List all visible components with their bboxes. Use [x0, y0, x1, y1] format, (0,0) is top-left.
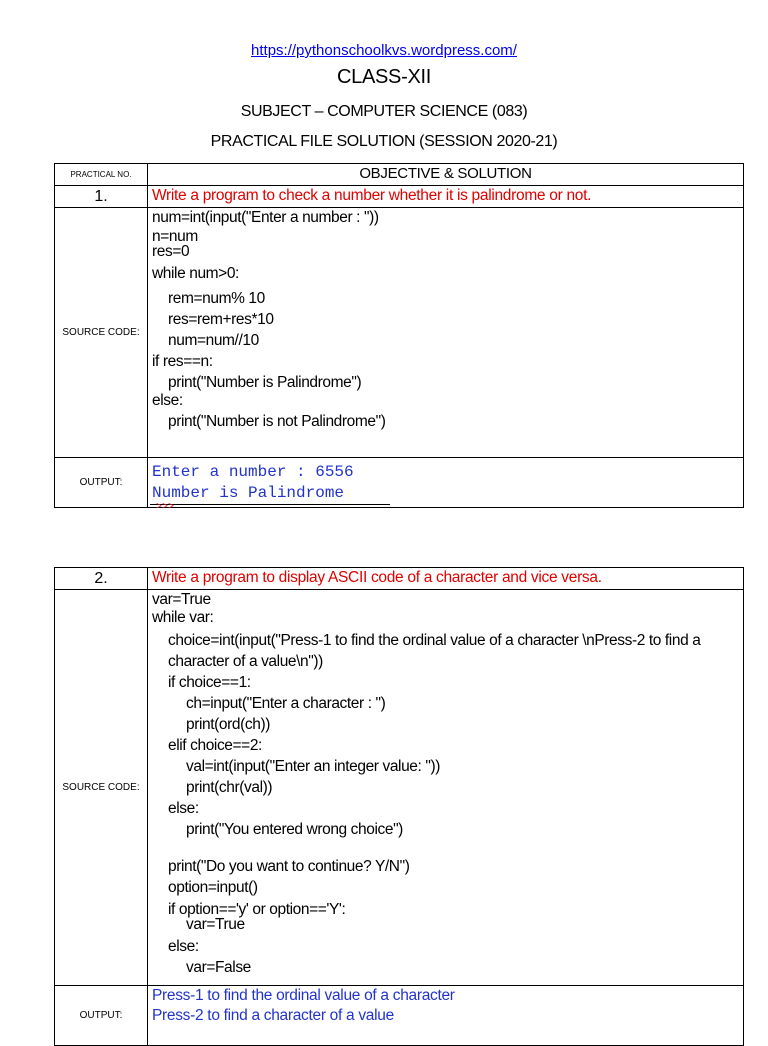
practical-table-2 — [54, 567, 744, 1046]
code-line: var=True — [186, 916, 245, 933]
output-line: Number is Palindrome — [152, 484, 345, 502]
subject-heading: SUBJECT – COMPUTER SCIENCE (083) — [240, 103, 528, 120]
code-line: print(ord(ch)) — [186, 716, 270, 733]
code-line: while num>0: — [152, 265, 239, 282]
code-line: while var: — [152, 609, 214, 626]
source-code-block — [148, 590, 744, 986]
code-line: print("You entered wrong choice") — [186, 821, 403, 838]
source-code-row — [55, 590, 744, 986]
class-title: CLASS-XII — [337, 66, 431, 88]
code-line: option=input() — [168, 879, 258, 896]
source-code-row — [55, 208, 744, 458]
output-row — [55, 458, 744, 508]
code-line: print("Number is Palindrome") — [168, 374, 362, 391]
output-console — [148, 458, 744, 508]
objective-solution-header: OBJECTIVE & SOLUTION — [148, 164, 744, 186]
code-line: val=int(input("Enter an integer value: ")) — [186, 758, 440, 775]
objective-row — [55, 568, 744, 590]
output-label: OUTPUT: — [55, 458, 148, 508]
code-line: print(chr(val)) — [186, 779, 273, 796]
code-line: else: — [168, 800, 199, 817]
console-prompt-cutoff — [150, 504, 390, 513]
code-line: res=0 — [152, 243, 190, 260]
website-link[interactable]: https://pythonschoolkvs.wordpress.com/ — [251, 42, 517, 59]
practical-number: 1. — [55, 186, 148, 208]
code-line: if option=='y' or option=='Y': — [168, 901, 346, 918]
objective-row — [55, 186, 744, 208]
code-line: print("Number is not Palindrome") — [168, 413, 386, 430]
practical-heading: PRACTICAL FILE SOLUTION (SESSION 2020-21) — [210, 133, 558, 150]
code-line: num=num//10 — [168, 332, 259, 349]
code-line: res=rem+res*10 — [168, 311, 274, 328]
output-line: Press-1 to find the ordinal value of a character — [152, 987, 455, 1004]
output-line: Press-2 to find a character of a value — [152, 1007, 394, 1024]
practical-table-1 — [54, 163, 744, 508]
code-line: n=num — [152, 228, 198, 245]
code-line: else: — [152, 392, 183, 409]
source-code-label: SOURCE CODE: — [55, 208, 148, 458]
source-code-label: SOURCE CODE: — [55, 590, 148, 986]
output-row — [55, 986, 744, 1046]
code-line: choice=int(input("Press-1 to find the ordinal value of a character \nPress-2 to find a character of a value\n")) — [168, 632, 701, 670]
source-code-block — [148, 208, 744, 458]
objective-text: Write a program to check a number whether it is palindrome or not. — [148, 186, 744, 208]
code-line: else: — [168, 938, 199, 955]
output-line: Enter a number : 6556 — [152, 463, 354, 481]
code-line: rem=num% 10 — [168, 290, 265, 307]
practical-no-header: PRACTICAL NO. — [55, 164, 148, 186]
output-console — [148, 986, 744, 1046]
code-line: print("Do you want to continue? Y/N") — [168, 858, 410, 875]
console-prompt: >>> — [156, 502, 175, 513]
code-line: num=int(input("Enter a number : ")) — [152, 209, 379, 226]
code-line: var=False — [186, 959, 251, 976]
practical-number: 2. — [55, 568, 148, 590]
objective-text: Write a program to display ASCII code of a character and vice versa. — [148, 568, 744, 590]
code-line: if choice==1: — [168, 674, 251, 691]
code-line: elif choice==2: — [168, 737, 262, 754]
code-line: ch=input("Enter a character : ") — [186, 695, 386, 712]
code-line: var=True — [152, 591, 211, 608]
code-line: if res==n: — [152, 353, 213, 370]
output-label: OUTPUT: — [55, 986, 148, 1046]
table-header-row — [55, 164, 744, 186]
